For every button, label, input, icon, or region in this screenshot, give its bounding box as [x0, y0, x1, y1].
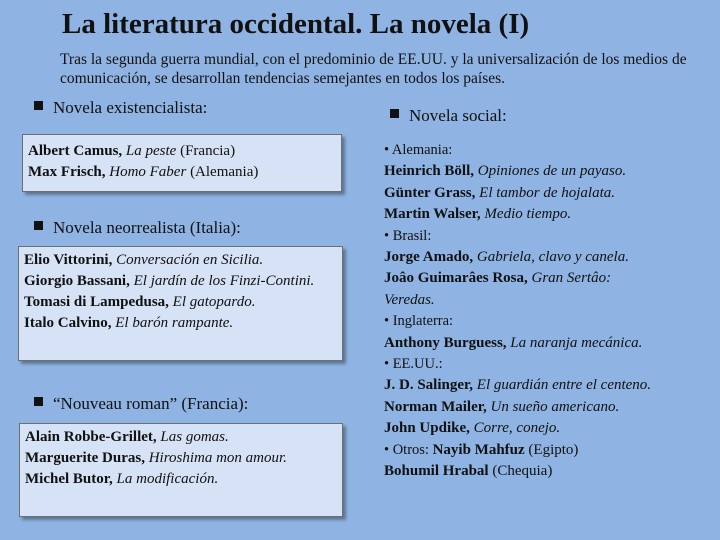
book-entry [384, 204, 714, 225]
country-label: • Otros: [384, 441, 433, 458]
author-name: Giorgio Bassani, [24, 273, 130, 289]
work-title: Gran Sertâo: [531, 270, 612, 287]
author-name: Nayib Mahfuz [432, 441, 525, 458]
book-entry [24, 313, 337, 334]
country-heading [384, 226, 714, 247]
book-entry [384, 440, 714, 461]
work-title: Las gomas. [160, 429, 229, 445]
author-name: John Updike, [384, 420, 470, 437]
heading-nouveau-roman: “Nouveau roman” (Francia): [34, 394, 248, 414]
work-title: El guardián entre el centeno. [476, 377, 652, 394]
author-name: Günter Grass, [384, 184, 476, 201]
author-name: Tomasi di Lampedusa, [24, 294, 169, 310]
author-name: Norman Mailer, [384, 398, 487, 415]
country-heading [384, 311, 714, 332]
work-title: Gabriela, clavo y canela. [476, 249, 629, 266]
book-entry [28, 162, 336, 183]
box-neorrealista [18, 246, 343, 361]
work-title: La peste [125, 143, 177, 159]
work-title: Medio tiempo. [484, 206, 572, 223]
book-entry [28, 141, 336, 162]
box-nouveau-roman [19, 423, 343, 517]
author-name: Bohumil Hrabal [384, 463, 489, 480]
work-title: Homo Faber [109, 164, 187, 180]
book-entry [24, 250, 337, 271]
book-entry-continuation [384, 290, 714, 311]
book-entry [384, 268, 714, 289]
work-title: El tambor de hojalata. [479, 184, 615, 201]
author-name: Heinrich Böll, [384, 163, 474, 180]
author-name: Jorge Amado, [384, 249, 474, 266]
work-title: Corre, conejo. [473, 420, 561, 437]
country-note: (Francia) [176, 143, 236, 159]
country-heading [384, 354, 714, 375]
author-name: Alain Robbe-Grillet, [25, 429, 157, 445]
author-name: Albert Camus, [28, 143, 123, 159]
country-note: (Egipto) [524, 441, 579, 458]
square-bullet-icon [34, 101, 43, 110]
author-name: Michel Butor, [25, 471, 113, 487]
author-name: Elio Vittorini, [24, 252, 113, 268]
book-entry [25, 427, 337, 448]
book-entry [24, 292, 337, 313]
book-entry [25, 469, 337, 490]
slide-title: La literatura occidental. La novela (I) [62, 8, 530, 40]
heading-social: Novela social: [390, 106, 507, 126]
author-name: Italo Calvino, [24, 315, 112, 331]
country-label: • EE.UU.: [384, 356, 443, 373]
author-name: Marguerite Duras, [25, 450, 145, 466]
author-name: J. D. Salinger, [384, 377, 474, 394]
country-heading [384, 140, 714, 161]
country-label: • Alemania: [384, 142, 453, 158]
box-existencialista [22, 134, 342, 192]
book-entry [384, 183, 714, 204]
square-bullet-icon [34, 397, 43, 406]
heading-existencialista: Novela existencialista: [34, 98, 207, 118]
country-label: • Brasil: [384, 227, 432, 244]
heading-neorrealista: Novela neorrealista (Italia): [34, 218, 241, 238]
author-name: Martin Walser, [384, 206, 481, 223]
work-title: Veredas. [384, 291, 435, 308]
book-entry [384, 461, 714, 482]
work-title: Conversación en Sicilia. [116, 252, 264, 268]
intro-paragraph: Tras la segunda guerra mundial, con el predominio de EE.UU. y la universalización de los medios de comunicación, se desarrollan tendencias semejantes en todos los países. [60, 51, 687, 87]
work-title: Opiniones de un payaso. [477, 163, 627, 180]
square-bullet-icon [390, 109, 399, 118]
work-title: La modificación. [116, 471, 219, 487]
work-title: Un sueño americano. [490, 398, 620, 415]
book-entry [384, 375, 714, 396]
country-note: (Chequia) [488, 463, 553, 480]
country-note: (Alemania) [186, 164, 259, 180]
work-title: El jardín de los Finzi-Contini. [133, 273, 315, 289]
work-title: El gatopardo. [172, 294, 256, 310]
square-bullet-icon [34, 221, 43, 230]
work-title: El barón rampante. [115, 315, 234, 331]
work-title: La naranja mecánica. [510, 334, 643, 351]
book-entry [384, 418, 714, 439]
author-name: Max Frisch, [28, 164, 106, 180]
book-entry [384, 161, 714, 182]
author-name: Anthony Burguess, [384, 334, 507, 351]
social-list [384, 140, 714, 483]
book-entry [384, 397, 714, 418]
book-entry [24, 271, 337, 292]
country-label: • Inglaterra: [384, 313, 454, 330]
book-entry [25, 448, 337, 469]
book-entry [384, 333, 714, 354]
author-name: Joâo Guimarâes Rosa, [384, 270, 528, 287]
book-entry [384, 247, 714, 268]
work-title: Hiroshima mon amour. [148, 450, 287, 466]
